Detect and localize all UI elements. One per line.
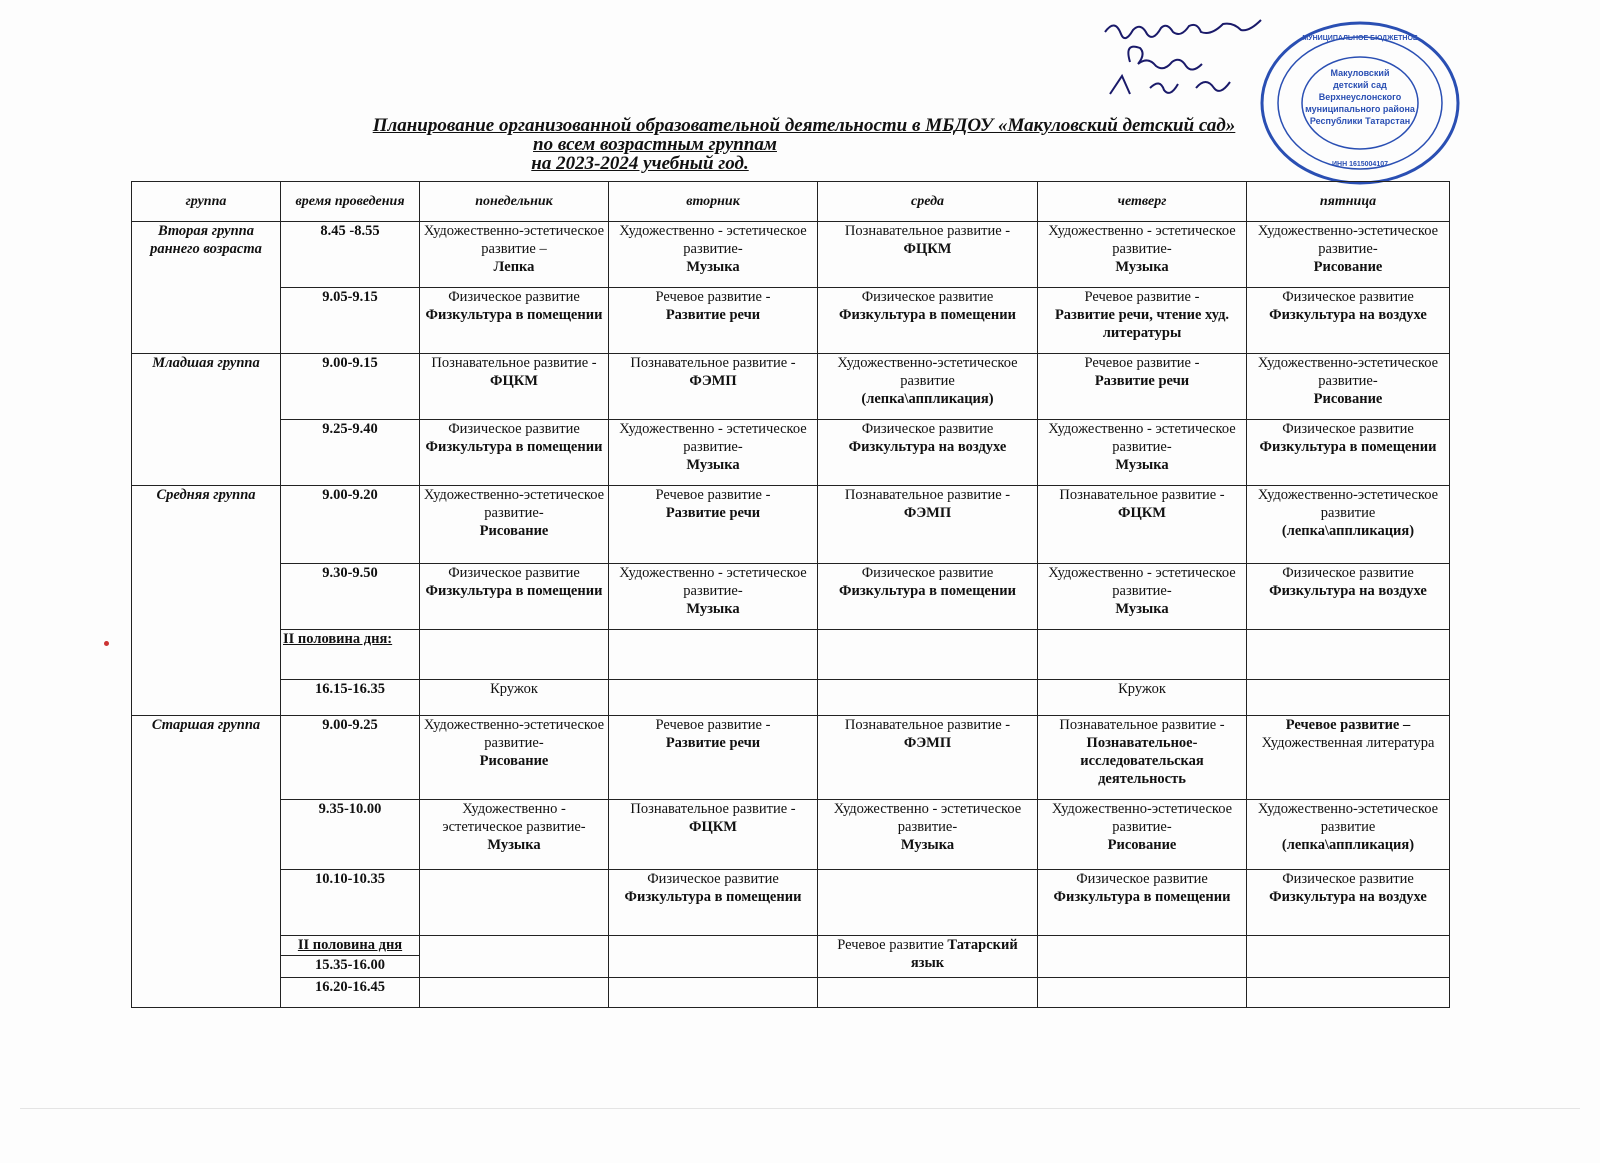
lesson-cell (1247, 978, 1450, 1008)
lesson-cell: Речевое развитие - Развитие речи (609, 288, 818, 354)
lesson-cell (818, 978, 1038, 1008)
svg-text:муниципального района: муниципального района (1305, 104, 1415, 114)
lesson-cell: Художественно-эстетическое развитие- Рисование (1247, 354, 1450, 420)
lesson-cell: Физическое развитие Физкультура на воздухе (1247, 870, 1450, 936)
lesson-cell: Художественно-эстетическое развитие (лепка\аппликация) (1247, 800, 1450, 870)
document-title (0, 116, 1600, 173)
table-row (132, 354, 1450, 420)
table-row (132, 936, 1450, 956)
table-row (132, 486, 1450, 564)
lesson-cell: Художественно-эстетическое развитие- Рисование (420, 716, 609, 800)
lesson-cell: Речевое развитие Татарский язык (818, 936, 1038, 978)
table-row (132, 800, 1450, 870)
lesson-cell: Познавательное развитие - ФЭМП (818, 716, 1038, 800)
lesson-cell: Художественно-эстетическое развитие- Рисование (1247, 222, 1450, 288)
header-friday: пятница (1247, 182, 1450, 222)
header-monday: понедельник (420, 182, 609, 222)
lesson-cell: Познавательное развитие - ФЦКМ (420, 354, 609, 420)
table-row (132, 680, 1450, 716)
table-row (132, 222, 1450, 288)
lesson-cell: Речевое развитие – Художественная литература (1247, 716, 1450, 800)
svg-text:ИНН 1615004107: ИНН 1615004107 (1331, 161, 1389, 168)
lesson-cell: Физическое развитие Физкультура в помещении (1247, 420, 1450, 486)
header-row (132, 182, 1450, 222)
lesson-cell (420, 978, 609, 1008)
lesson-cell: Речевое развитие - Развитие речи (609, 486, 818, 564)
lesson-cell: Художественно-эстетическое развитие (лепка\аппликация) (1247, 486, 1450, 564)
lesson-cell: Художественно - эстетическое развитие- Музыка (1038, 222, 1247, 288)
lesson-cell (818, 680, 1038, 716)
lesson-cell: Художественно - эстетическое развитие- Музыка (609, 420, 818, 486)
lesson-cell (818, 870, 1038, 936)
title-line-2: по всем возрастным группам (533, 134, 777, 155)
time-cell: 15.35-16.00 (281, 956, 420, 978)
header-group: группа (132, 182, 281, 222)
svg-text:Макуловский: Макуловский (1330, 68, 1390, 78)
time-cell: 16.20-16.45 (281, 978, 420, 1008)
scan-dot (104, 641, 109, 646)
lesson-cell: Художественно-эстетическое развитие- Рисование (1038, 800, 1247, 870)
lesson-cell: Речевое развитие - Развитие речи (1038, 354, 1247, 420)
lesson-cell (818, 630, 1038, 680)
time-cell: 9.00-9.20 (281, 486, 420, 564)
table-row (132, 288, 1450, 354)
lesson-cell: Художественно - эстетическое развитие- Музыка (420, 800, 609, 870)
lesson-cell (420, 870, 609, 936)
svg-text:детский сад: детский сад (1333, 80, 1387, 90)
table-row (132, 978, 1450, 1008)
lesson-cell (1038, 630, 1247, 680)
lesson-cell: Физическое развитие Физкультура в помещении (420, 564, 609, 630)
lesson-cell (609, 630, 818, 680)
group-cell: Младшая группа (132, 354, 281, 486)
time-cell: 9.00-9.15 (281, 354, 420, 420)
lesson-cell (1038, 936, 1247, 978)
time-cell: 16.15-16.35 (281, 680, 420, 716)
lesson-cell: Художественно-эстетическое развитие – Лепка (420, 222, 609, 288)
lesson-cell: Физическое развитие Физкультура на воздухе (1247, 288, 1450, 354)
lesson-cell: Физическое развитие Физкультура на воздухе (818, 420, 1038, 486)
lesson-cell (420, 936, 609, 978)
lesson-cell: Художественно - эстетическое развитие- Музыка (609, 222, 818, 288)
title-line-3: на 2023-2024 учебный год. (531, 153, 749, 174)
lesson-cell: Художественно-эстетическое развитие- Рисование (420, 486, 609, 564)
lesson-cell: Физическое развитие Физкультура в помещении (818, 288, 1038, 354)
lesson-cell: Физическое развитие Физкультура в помещении (609, 870, 818, 936)
lesson-cell: Кружок (1038, 680, 1247, 716)
time-cell: 10.10-10.35 (281, 870, 420, 936)
table-row (132, 870, 1450, 936)
header-thursday: четверг (1038, 182, 1247, 222)
lesson-cell: Физическое развитие Физкультура в помещении (420, 420, 609, 486)
schedule-table (131, 181, 1450, 1008)
svg-text:Республики Татарстан: Республики Татарстан (1309, 116, 1411, 126)
lesson-cell (609, 936, 818, 978)
table-row (132, 564, 1450, 630)
group-cell: Старшая группа (132, 716, 281, 1008)
lesson-cell (609, 680, 818, 716)
time-cell: 9.25-9.40 (281, 420, 420, 486)
lesson-cell (609, 978, 818, 1008)
group-cell: Средняя группа (132, 486, 281, 716)
lesson-cell: Физическое развитие Физкультура в помещении (1038, 870, 1247, 936)
lesson-cell: Познавательное развитие - ФЭМП (818, 486, 1038, 564)
lesson-cell: Художественно-эстетическое развитие (лепка\аппликация) (818, 354, 1038, 420)
header-time: время проведения (281, 182, 420, 222)
lesson-cell: Познавательное развитие - ФЭМП (609, 354, 818, 420)
lesson-cell: Познавательное развитие - Познавательное-исследовательская деятельность (1038, 716, 1247, 800)
group-cell: Вторая группа раннего возраста (132, 222, 281, 354)
time-cell: 9.30-9.50 (281, 564, 420, 630)
time-cell: 9.35-10.00 (281, 800, 420, 870)
header-wednesday: среда (818, 182, 1038, 222)
lesson-cell: Физическое развитие Физкультура в помещении (420, 288, 609, 354)
lesson-cell: Познавательное развитие - ФЦКМ (1038, 486, 1247, 564)
time-cell: 9.00-9.25 (281, 716, 420, 800)
lesson-cell (420, 630, 609, 680)
table-row (132, 716, 1450, 800)
header-tuesday: вторник (609, 182, 818, 222)
scan-line (20, 1108, 1580, 1109)
lesson-cell: Физическое развитие Физкультура на воздухе (1247, 564, 1450, 630)
lesson-cell: Художественно - эстетическое развитие- Музыка (818, 800, 1038, 870)
lesson-cell: Художественно - эстетическое развитие- Музыка (609, 564, 818, 630)
time-cell: II половина дня (281, 936, 420, 956)
lesson-cell: Познавательное развитие - ФЦКМ (818, 222, 1038, 288)
title-line-1: Планирование организованной образовательной деятельности в МБДОУ «Макуловский детский сад» (372, 115, 1236, 136)
lesson-cell: Речевое развитие - Развитие речи, чтение худ. литературы (1038, 288, 1247, 354)
lesson-cell (1247, 936, 1450, 978)
lesson-cell (1247, 680, 1450, 716)
lesson-cell (1247, 630, 1450, 680)
time-cell: 9.05-9.15 (281, 288, 420, 354)
svg-text:МУНИЦИПАЛЬНОЕ БЮДЖЕТНОЕ: МУНИЦИПАЛЬНОЕ БЮДЖЕТНОЕ (1302, 35, 1418, 42)
time-cell: 8.45 -8.55 (281, 222, 420, 288)
time-cell: II половина дня: (281, 630, 420, 680)
lesson-cell: Художественно - эстетическое развитие- Музыка (1038, 420, 1247, 486)
lesson-cell: Речевое развитие - Развитие речи (609, 716, 818, 800)
svg-text:Верхнеуслонского: Верхнеуслонского (1318, 92, 1402, 102)
lesson-cell (1038, 978, 1247, 1008)
lesson-cell: Физическое развитие Физкультура в помещении (818, 564, 1038, 630)
table-row (132, 420, 1450, 486)
lesson-cell: Художественно - эстетическое развитие- Музыка (1038, 564, 1247, 630)
table-row (132, 630, 1450, 680)
lesson-cell: Познавательное развитие - ФЦКМ (609, 800, 818, 870)
lesson-cell: Кружок (420, 680, 609, 716)
